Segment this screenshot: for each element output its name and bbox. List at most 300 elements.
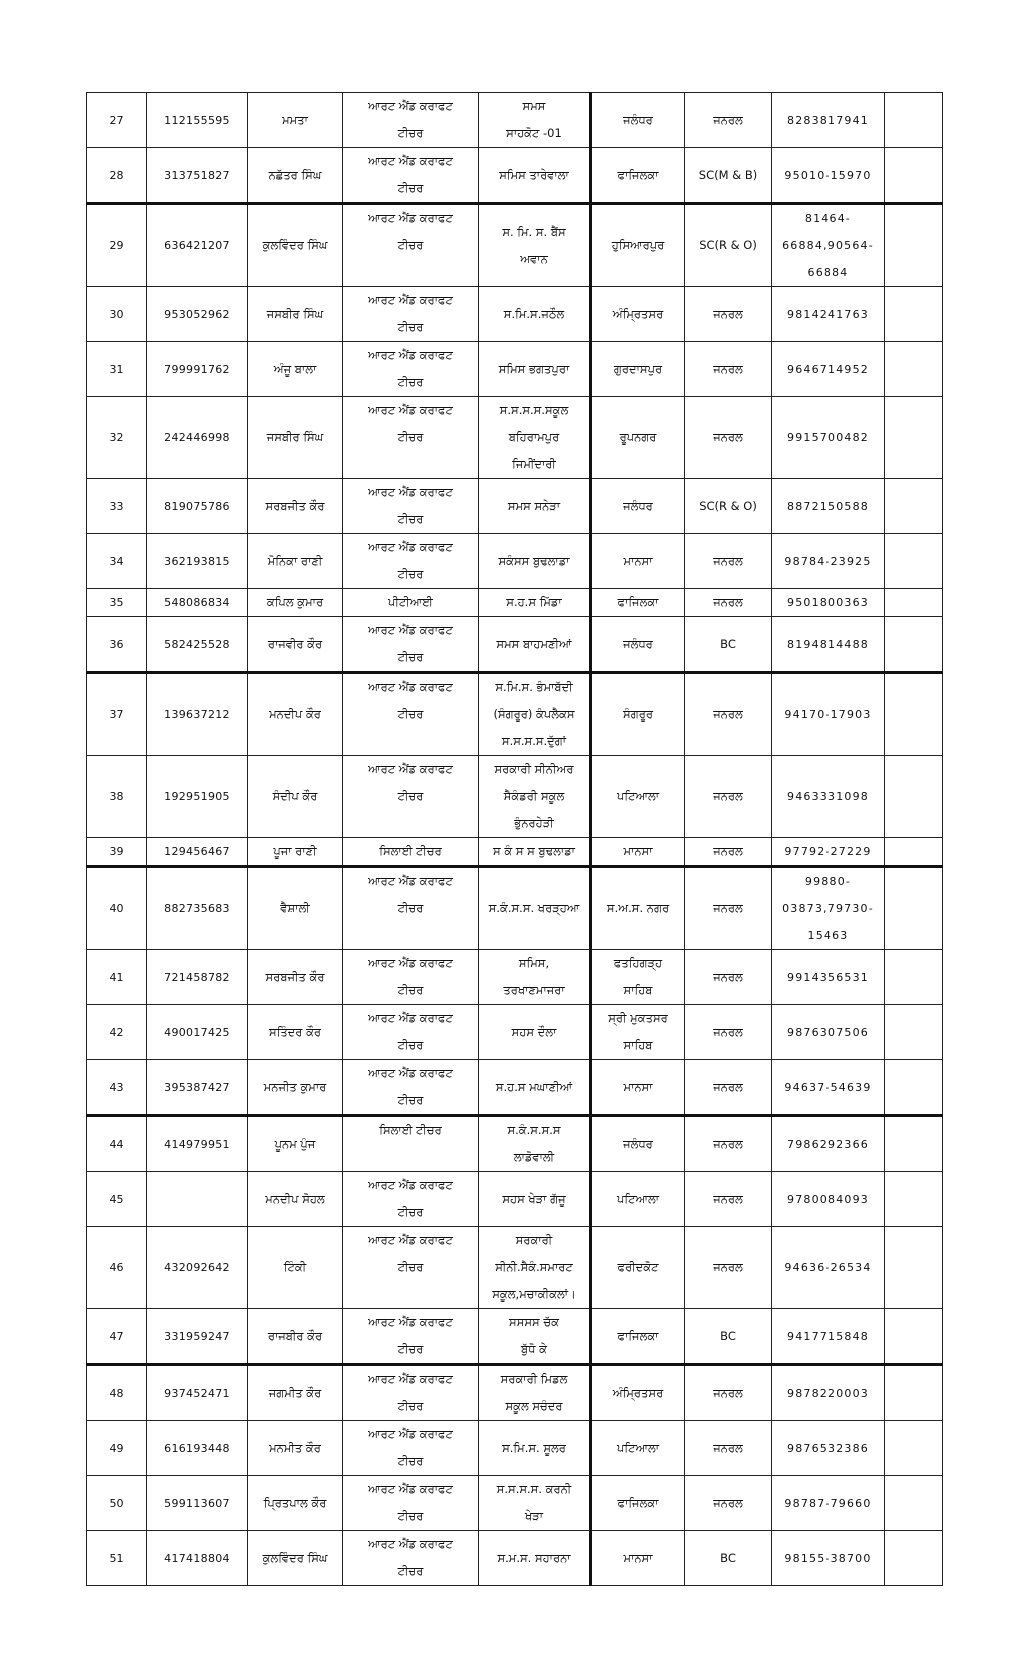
table-row — [87, 1005, 943, 1060]
district-cell — [591, 673, 685, 756]
name-cell: ਜਸਬੀਰ ਸਿੰਘ — [248, 287, 343, 342]
post-cell-line: ਟੀਚਰ — [397, 375, 424, 389]
remarks-cell — [885, 1116, 943, 1172]
phone-cell-line: 8283817941 — [787, 113, 869, 127]
remarks-cell — [885, 1476, 943, 1531]
table-row — [87, 756, 943, 838]
school-cell-line: ਸਾਹਕੋਟ -01 — [506, 126, 562, 140]
remarks-cell — [885, 950, 943, 1005]
school-cell-line: ਲਾਡੋਵਾਲੀ — [513, 1150, 555, 1164]
district-cell-line: ਸ.ਅ.ਸ. ਨਗਰ — [606, 901, 670, 915]
district-cell-line: ਮਾਨਸਾ — [623, 1550, 653, 1565]
school-cell-line: ਸਮਸ ਸਨੇੜਾ — [507, 498, 561, 513]
post-cell-line: ਟੀਚਰ — [397, 1564, 424, 1578]
district-cell-line: ਸਾਹਿਬ — [623, 1038, 653, 1052]
school-cell — [479, 287, 591, 342]
name-cell: ਪ੍ਰਿਤਪਾਲ ਕੌਰ — [248, 1476, 343, 1531]
phone-cell — [772, 1476, 885, 1531]
district-cell — [591, 148, 685, 204]
serial-number-cell: 50 — [87, 1476, 147, 1531]
phone-cell — [772, 342, 885, 397]
phone-cell-line: 8872150588 — [787, 499, 869, 513]
district-cell — [591, 589, 685, 617]
employee-id-cell: 636421207 — [147, 204, 248, 287]
school-cell-line: ਸਮਿਸ ਤਾਰੇਵਾਲਾ — [499, 167, 569, 182]
school-cell — [479, 1060, 591, 1116]
employee-id-cell: 432092642 — [147, 1227, 248, 1309]
school-cell-line: ਸ.ਸ.ਸ.ਸ.ਸਕੂਲ — [499, 403, 569, 417]
employee-id-cell: 721458782 — [147, 950, 248, 1005]
remarks-cell — [885, 1005, 943, 1060]
employee-id-cell: 417418804 — [147, 1531, 248, 1586]
table-row — [87, 1531, 943, 1586]
category-cell: ਜਨਰਲ — [685, 1365, 772, 1421]
employee-id-cell: 953052962 — [147, 287, 248, 342]
school-cell — [479, 756, 591, 838]
remarks-cell — [885, 756, 943, 838]
post-cell-line: ਆਰਟ ਐਂਡ ਕਰਾਫਟ — [368, 956, 453, 970]
school-cell-line: ਸਕੂਲ ਸਚੰਦਰ — [505, 1399, 563, 1413]
post-cell-line: ਆਰਟ ਐਂਡ ਕਰਾਫਟ — [368, 1537, 453, 1551]
remarks-cell — [885, 1531, 943, 1586]
post-cell-line: ਸਿਲਾਈ ਟੀਚਰ — [379, 1123, 442, 1137]
school-cell-line: ਸਸਸਸ ਚੱਕ — [509, 1315, 559, 1329]
category-cell: SC(M & B) — [685, 148, 772, 204]
post-cell-line: ਆਰਟ ਐਂਡ ਕਰਾਫਟ — [368, 874, 453, 888]
phone-cell — [772, 1421, 885, 1476]
district-cell — [591, 1531, 685, 1586]
phone-cell-line: 15463 — [807, 929, 849, 942]
post-cell — [343, 673, 479, 756]
post-cell-line: ਆਰਟ ਐਂਡ ਕਰਾਫਟ — [368, 1315, 453, 1329]
phone-cell-line: 66884 — [807, 266, 849, 279]
employee-id-cell: 139637212 — [147, 673, 248, 756]
post-cell-line: ਟੀਚਰ — [397, 707, 424, 721]
category-cell: ਜਨਰਲ — [685, 838, 772, 867]
district-cell-line: ਜਲੰਧਰ — [623, 498, 653, 513]
name-cell: ਮਨਮੀਤ ਕੌਰ — [248, 1421, 343, 1476]
phone-cell — [772, 950, 885, 1005]
post-cell — [343, 1531, 479, 1586]
phone-cell-line: 9876532386 — [787, 1441, 869, 1455]
post-cell-line: ਟੀਚਰ — [397, 1454, 424, 1468]
phone-cell — [772, 1309, 885, 1365]
phone-cell — [772, 534, 885, 589]
name-cell: ਪੂਨਮ ਪੁੰਜ — [248, 1116, 343, 1172]
name-cell: ਮਨਜੀਤ ਕੁਮਾਰ — [248, 1060, 343, 1116]
school-cell-line: ਸ.ਮ.ਸ. ਸਹਾਰਨਾ — [497, 1550, 571, 1565]
school-cell-line: ਸੀਨੀ.ਸੈਕੰ.ਸਮਾਰਟ — [495, 1260, 573, 1274]
category-cell: BC — [685, 617, 772, 673]
post-cell — [343, 1421, 479, 1476]
name-cell: ਮਮਤਾ — [248, 93, 343, 148]
post-cell-line: ਆਰਟ ਐਂਡ ਕਰਾਫਟ — [368, 99, 453, 113]
category-cell: ਜਨਰਲ — [685, 673, 772, 756]
serial-number-cell: 29 — [87, 204, 147, 287]
table-row — [87, 1421, 943, 1476]
school-cell — [479, 397, 591, 479]
serial-number-cell: 47 — [87, 1309, 147, 1365]
post-cell-line: ਟੀਚਰ — [397, 983, 424, 997]
table-row — [87, 1060, 943, 1116]
name-cell: ਨਛੱਤਰ ਸਿੰਘ — [248, 148, 343, 204]
phone-cell-line: 99880- — [804, 875, 852, 888]
table-row — [87, 617, 943, 673]
category-cell: ਜਨਰਲ — [685, 950, 772, 1005]
school-cell-line: ਸਮਿਸ ਭਗਤਪੁਰਾ — [498, 361, 570, 376]
phone-cell-line: 9501800363 — [787, 596, 869, 609]
school-cell-line: ਸਹਸ ਖੇੜਾ ਗੱਜੂ — [502, 1191, 566, 1206]
district-cell-line: ਫਾਜਿਲਕਾ — [617, 1495, 659, 1510]
employee-id-cell: 395387427 — [147, 1060, 248, 1116]
district-cell-line: ਸੰਗਰੂਰ — [623, 707, 653, 721]
post-cell-line: ਟੀਚਰ — [397, 1509, 424, 1523]
school-cell-line: ਸ.ਮਿ.ਸ. ਸੂਲਰ — [502, 1440, 566, 1455]
category-cell: ਜਨਰਲ — [685, 1172, 772, 1227]
post-cell — [343, 1227, 479, 1309]
post-cell — [343, 1172, 479, 1227]
category-cell: ਜਨਰਲ — [685, 589, 772, 617]
phone-cell — [772, 673, 885, 756]
employee-id-cell: 331959247 — [147, 1309, 248, 1365]
district-cell-line: ਪਟਿਆਲਾ — [616, 1440, 660, 1455]
district-cell-line: ਸ੍ਰੀ ਮੁਕਤਸਰ — [608, 1011, 668, 1025]
post-cell-line: ਟੀਚਰ — [397, 1038, 424, 1052]
serial-number-cell: 38 — [87, 756, 147, 838]
school-cell — [479, 1309, 591, 1365]
serial-number-cell: 32 — [87, 397, 147, 479]
category-cell: ਜਨਰਲ — [685, 1005, 772, 1060]
post-cell-line: ਆਰਟ ਐਂਡ ਕਰਾਫਟ — [368, 211, 453, 225]
remarks-cell — [885, 1421, 943, 1476]
table-row — [87, 1309, 943, 1365]
post-cell — [343, 342, 479, 397]
school-cell-line: ਸ.ਕੰ.ਸ.ਸ.ਸ — [507, 1123, 561, 1137]
remarks-cell — [885, 1365, 943, 1421]
phone-cell-line: 9915700482 — [787, 431, 869, 444]
phone-cell — [772, 204, 885, 287]
school-cell — [479, 148, 591, 204]
district-cell — [591, 1172, 685, 1227]
school-cell-line: ਸਮਸ ਬਾਹਮਣੀਆਂ — [496, 636, 572, 651]
post-cell — [343, 589, 479, 617]
school-cell — [479, 617, 591, 673]
name-cell: ਪੂਜਾ ਰਾਣੀ — [248, 838, 343, 867]
table-row — [87, 93, 943, 148]
serial-number-cell: 43 — [87, 1060, 147, 1116]
post-cell — [343, 1116, 479, 1172]
remarks-cell — [885, 479, 943, 534]
post-cell-line: ਟੀਚਰ — [397, 181, 424, 195]
school-cell-line: ਸਮਸ — [522, 99, 546, 113]
table-row — [87, 479, 943, 534]
post-cell — [343, 148, 479, 204]
school-cell-line: ਤਰਖਾਣਮਾਜਰਾ — [503, 983, 565, 997]
phone-cell — [772, 1005, 885, 1060]
post-cell-line: ਆਰਟ ਐਂਡ ਕਰਾਫਟ — [368, 1233, 453, 1247]
district-cell-line: ਫਾਜਿਲਕਾ — [617, 167, 659, 182]
post-cell-line: ਆਰਟ ਐਂਡ ਕਰਾਫਟ — [368, 762, 453, 776]
district-cell — [591, 342, 685, 397]
phone-cell — [772, 397, 885, 479]
phone-cell-line: 9646714952 — [787, 362, 869, 376]
post-cell — [343, 93, 479, 148]
school-cell-line: ਜਿਮੀਂਦਾਰੀ — [512, 457, 556, 471]
post-cell-line: ਟੀਚਰ — [397, 789, 424, 803]
post-cell-line: ਆਰਟ ਐਂਡ ਕਰਾਫਟ — [368, 1011, 453, 1025]
remarks-cell — [885, 204, 943, 287]
phone-cell — [772, 838, 885, 867]
teacher-list-table — [86, 92, 943, 1586]
district-cell-line: ਜਲੰਧਰ — [623, 112, 653, 127]
category-cell: ਜਨਰਲ — [685, 1060, 772, 1116]
phone-cell — [772, 589, 885, 617]
serial-number-cell: 49 — [87, 1421, 147, 1476]
phone-cell-line: 81464- — [804, 212, 852, 225]
serial-number-cell: 28 — [87, 148, 147, 204]
post-cell-line: ਆਰਟ ਐਂਡ ਕਰਾਫਟ — [368, 1482, 453, 1496]
school-cell — [479, 204, 591, 287]
table-body — [87, 93, 943, 1586]
name-cell: ਸਤਿੰਦਰ ਕੌਰ — [248, 1005, 343, 1060]
district-cell-line: ਹੁਸਿਆਰਪੁਰ — [611, 238, 665, 252]
post-cell-line: ਟੀਚਰ — [397, 1260, 424, 1274]
employee-id-cell: 112155595 — [147, 93, 248, 148]
table-row — [87, 148, 943, 204]
phone-cell — [772, 148, 885, 204]
name-cell: ਜਸਬੀਰ ਸਿੰਘ — [248, 397, 343, 479]
phone-cell — [772, 867, 885, 950]
table-row — [87, 673, 943, 756]
district-cell — [591, 1309, 685, 1365]
post-cell-line: ਆਰਟ ਐਂਡ ਕਰਾਫਟ — [368, 403, 453, 417]
school-cell-line: ਸ. ਮਿ. ਸ. ਬੈਂਸ — [502, 224, 566, 239]
phone-cell-line: 98784-23925 — [784, 554, 872, 568]
school-cell-line: ਸ.ਮਿ.ਸ. ਭੰਮਾਬੱਦੀ — [495, 680, 573, 694]
employee-id-cell: 414979951 — [147, 1116, 248, 1172]
post-cell — [343, 838, 479, 867]
district-cell-line: ਫਤਹਿਗੜ੍ਹ — [613, 956, 663, 970]
table-row — [87, 1227, 943, 1309]
post-cell-line: ਆਰਟ ਐਂਡ ਕਰਾਫਟ — [368, 348, 453, 362]
remarks-cell — [885, 617, 943, 673]
employee-id-cell: 242446998 — [147, 397, 248, 479]
post-cell-line: ਟੀਚਰ — [397, 650, 424, 664]
table-row — [87, 1172, 943, 1227]
remarks-cell — [885, 534, 943, 589]
district-cell-line: ਗੁਰਦਾਸਪੁਰ — [613, 361, 663, 376]
category-cell: BC — [685, 1531, 772, 1586]
phone-cell — [772, 617, 885, 673]
table-row — [87, 397, 943, 479]
post-cell-line: ਟੀਚਰ — [397, 901, 424, 915]
school-cell-line: ਭੁੰਨਰਹੇੜੀ — [514, 816, 554, 830]
district-cell — [591, 1116, 685, 1172]
phone-cell — [772, 93, 885, 148]
name-cell: ਟਿੰਕੀ — [248, 1227, 343, 1309]
post-cell-line: ਟੀਚਰ — [397, 238, 424, 252]
remarks-cell — [885, 93, 943, 148]
serial-number-cell: 36 — [87, 617, 147, 673]
school-cell — [479, 1116, 591, 1172]
school-cell — [479, 1227, 591, 1309]
table-row — [87, 534, 943, 589]
remarks-cell — [885, 589, 943, 617]
post-cell-line: ਪੀਟੀਆਈ — [388, 595, 433, 609]
post-cell — [343, 617, 479, 673]
school-cell-line: ਸਰਕਾਰੀ ਮਿਡਲ — [500, 1372, 568, 1386]
serial-number-cell: 34 — [87, 534, 147, 589]
school-cell — [479, 1005, 591, 1060]
district-cell-line: ਸਾਹਿਬ — [623, 983, 653, 997]
district-cell — [591, 479, 685, 534]
school-cell — [479, 342, 591, 397]
post-cell — [343, 1005, 479, 1060]
employee-id-cell: 582425528 — [147, 617, 248, 673]
school-cell-line: ਸੈਕੰਡਰੀ ਸਕੂਲ — [503, 789, 565, 803]
table-row — [87, 950, 943, 1005]
remarks-cell — [885, 148, 943, 204]
employee-id-cell: 362193815 — [147, 534, 248, 589]
post-cell — [343, 534, 479, 589]
phone-cell — [772, 1060, 885, 1116]
category-cell: ਜਨਰਲ — [685, 1227, 772, 1309]
post-cell-line: ਆਰਟ ਐਂਡ ਕਰਾਫਟ — [368, 1066, 453, 1080]
table-row — [87, 204, 943, 287]
district-cell — [591, 93, 685, 148]
school-cell-line: ਅਵਾਨ — [520, 251, 548, 266]
district-cell-line: ਮਾਨਸਾ — [623, 553, 653, 568]
school-cell-line: ਸ.ਕੰ.ਸ.ਸ. ਖਰੜ੍ਹਆ — [488, 901, 580, 915]
post-cell-line: ਆਰਟ ਐਂਡ ਕਰਾਫਟ — [368, 1427, 453, 1441]
serial-number-cell: 27 — [87, 93, 147, 148]
serial-number-cell: 35 — [87, 589, 147, 617]
district-cell — [591, 756, 685, 838]
serial-number-cell: 40 — [87, 867, 147, 950]
category-cell: ਜਨਰਲ — [685, 342, 772, 397]
phone-cell-line: 7986292366 — [787, 1137, 869, 1151]
table-row — [87, 867, 943, 950]
school-cell-line: ਸਰਕਾਰੀ ਸੀਨੀਅਰ — [494, 762, 574, 776]
post-cell-line: ਟੀਚਰ — [397, 1399, 424, 1413]
district-cell-line: ਫਰੀਦਕੋਟ — [617, 1260, 659, 1274]
name-cell: ਵੈਸ਼ਾਲੀ — [248, 867, 343, 950]
remarks-cell — [885, 1309, 943, 1365]
phone-cell — [772, 287, 885, 342]
serial-number-cell: 51 — [87, 1531, 147, 1586]
phone-cell — [772, 1172, 885, 1227]
district-cell — [591, 1421, 685, 1476]
district-cell — [591, 287, 685, 342]
employee-id-cell: 616193448 — [147, 1421, 248, 1476]
phone-cell-line: 9417715848 — [787, 1329, 869, 1343]
employee-id-cell: 490017425 — [147, 1005, 248, 1060]
phone-cell — [772, 756, 885, 838]
category-cell: ਜਨਰਲ — [685, 1476, 772, 1531]
employee-id-cell: 192951905 — [147, 756, 248, 838]
phone-cell-line: 8194814488 — [787, 637, 869, 651]
post-cell — [343, 1476, 479, 1531]
employee-id-cell: 599113607 — [147, 1476, 248, 1531]
phone-cell — [772, 1227, 885, 1309]
name-cell: ਜਗਮੀਤ ਕੌਰ — [248, 1365, 343, 1421]
serial-number-cell: 39 — [87, 838, 147, 867]
post-cell-line: ਟੀਚਰ — [397, 1205, 424, 1219]
district-cell — [591, 1005, 685, 1060]
school-cell — [479, 93, 591, 148]
post-cell — [343, 397, 479, 479]
employee-id-cell: 313751827 — [147, 148, 248, 204]
school-cell — [479, 534, 591, 589]
category-cell: ਜਨਰਲ — [685, 534, 772, 589]
school-cell — [479, 589, 591, 617]
remarks-cell — [885, 673, 943, 756]
post-cell-line: ਟੀਚਰ — [397, 126, 424, 140]
post-cell-line: ਆਰਟ ਐਂਡ ਕਰਾਫਟ — [368, 485, 453, 499]
post-cell — [343, 204, 479, 287]
school-cell — [479, 1531, 591, 1586]
school-cell-line: ਸਕੰਸਸ ਬੁਢਲਾਡਾ — [498, 553, 570, 568]
post-cell-line: ਟੀਚਰ — [397, 512, 424, 526]
remarks-cell — [885, 397, 943, 479]
district-cell-line: ਪਟਿਆਲਾ — [616, 1191, 660, 1206]
district-cell-line: ਜਲੰਧਰ — [623, 636, 653, 651]
district-cell-line: ਫਾਜਿਲਕਾ — [617, 1328, 659, 1343]
post-cell — [343, 867, 479, 950]
phone-cell-line: 94636-26534 — [784, 1261, 872, 1274]
remarks-cell — [885, 867, 943, 950]
name-cell: ਕਪਿਲ ਕੁਮਾਰ — [248, 589, 343, 617]
school-cell — [479, 950, 591, 1005]
remarks-cell — [885, 838, 943, 867]
name-cell: ਮਨਦੀਪ ਕੌਰ — [248, 673, 343, 756]
remarks-cell — [885, 287, 943, 342]
post-cell-line: ਟੀਚਰ — [397, 1093, 424, 1107]
school-cell — [479, 1172, 591, 1227]
school-cell — [479, 1421, 591, 1476]
school-cell-line: ਸ.ਸ.ਸ.ਸ. ਕਰਨੀ — [496, 1482, 572, 1496]
phone-cell-line: 97792-27229 — [784, 845, 872, 858]
name-cell: ਸਰਬਜੀਤ ਕੌਰ — [248, 950, 343, 1005]
post-cell — [343, 479, 479, 534]
serial-number-cell: 42 — [87, 1005, 147, 1060]
school-cell-line: ਖੇੜਾ — [524, 1509, 544, 1523]
post-cell — [343, 950, 479, 1005]
district-cell — [591, 867, 685, 950]
district-cell-line: ਅੰਮ੍ਰਿਤਸਰ — [612, 306, 664, 321]
employee-id-cell: 799991762 — [147, 342, 248, 397]
school-cell-line: ਸ.ਮਿ.ਸ.ਜਠੌਲ — [503, 306, 565, 321]
name-cell: ਕੁਲਵਿੰਦਰ ਸਿੰਘ — [248, 204, 343, 287]
phone-cell-line: 03873,79730- — [782, 902, 874, 915]
district-cell — [591, 1365, 685, 1421]
serial-number-cell: 44 — [87, 1116, 147, 1172]
school-cell-line: ਬਹਿਰਾਮਪੁਰ — [508, 430, 560, 444]
school-cell-line: ਸ.ਹ.ਸ ਮਿੱਡਾ — [506, 595, 562, 609]
table-row — [87, 342, 943, 397]
phone-cell-line: 9878220003 — [787, 1386, 869, 1400]
post-cell — [343, 756, 479, 838]
employee-id-cell — [147, 1172, 248, 1227]
district-cell — [591, 397, 685, 479]
district-cell-line: ਅੰਮ੍ਰਿਤਸਰ — [612, 1385, 664, 1400]
district-cell — [591, 1476, 685, 1531]
category-cell: ਜਨਰਲ — [685, 756, 772, 838]
category-cell: ਜਨਰਲ — [685, 1116, 772, 1172]
school-cell-line: ਸਮਿਸ, — [518, 956, 550, 970]
employee-id-cell: 882735683 — [147, 867, 248, 950]
category-cell: BC — [685, 1309, 772, 1365]
